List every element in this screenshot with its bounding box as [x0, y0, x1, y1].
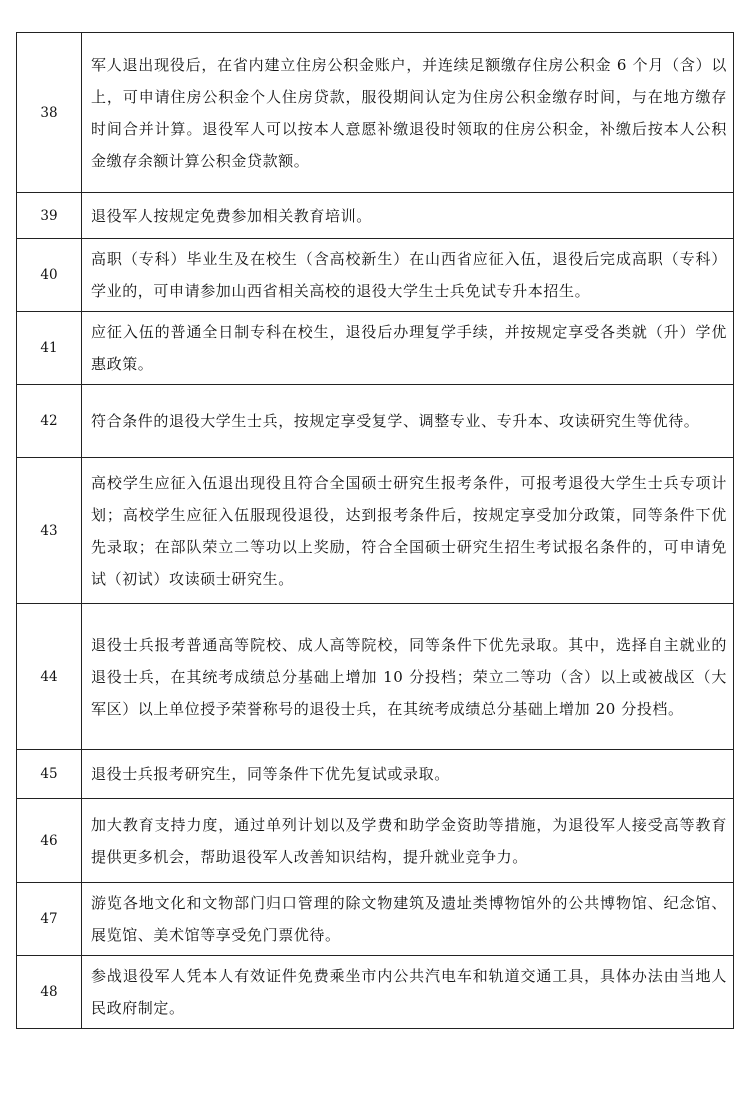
- row-number: 44: [17, 604, 82, 750]
- table-row: [17, 799, 734, 883]
- row-text: 军人退出现役后，在省内建立住房公积金账户，并连续足额缴存住房公积金 6 个月（含）以上，可申请住房公积金个人住房贷款，服役期间认定为住房公积金缴存时间，与在地方缴存时间合并计算。退役军人可以按本人意愿补缴退役时领取的住房公积金，补缴后按本人公积金缴存余额计算公积金贷款额。: [82, 33, 734, 193]
- row-text: 应征入伍的普通全日制专科在校生，退役后办理复学手续，并按规定享受各类就（升）学优惠政策。: [82, 312, 734, 385]
- row-text: 高职（专科）毕业生及在校生（含高校新生）在山西省应征入伍，退役后完成高职（专科）学业的，可申请参加山西省相关高校的退役大学生士兵免试专升本招生。: [82, 239, 734, 312]
- table-row: [17, 750, 734, 799]
- table-row: [17, 239, 734, 312]
- row-number: 45: [17, 750, 82, 799]
- row-text: 退役士兵报考研究生，同等条件下优先复试或录取。: [82, 750, 734, 799]
- table-row: [17, 883, 734, 956]
- row-number: 48: [17, 956, 82, 1029]
- row-number: 41: [17, 312, 82, 385]
- row-text: 符合条件的退役大学生士兵，按规定享受复学、调整专业、专升本、攻读研究生等优待。: [82, 385, 734, 458]
- policy-table: [16, 32, 734, 1029]
- table-row: [17, 385, 734, 458]
- table-row: [17, 458, 734, 604]
- table-row: [17, 193, 734, 239]
- row-number: 46: [17, 799, 82, 883]
- row-text: 高校学生应征入伍退出现役且符合全国硕士研究生报考条件，可报考退役大学生士兵专项计划；高校学生应征入伍服现役退役，达到报考条件后，按规定享受加分政策，同等条件下优先录取；在部队荣立二等功以上奖励，符合全国硕士研究生招生考试报名条件的，可申请免试（初试）攻读硕士研究生。: [82, 458, 734, 604]
- row-text: 游览各地文化和文物部门归口管理的除文物建筑及遗址类博物馆外的公共博物馆、纪念馆、展览馆、美术馆等享受免门票优待。: [82, 883, 734, 956]
- row-number: 43: [17, 458, 82, 604]
- table-row: [17, 33, 734, 193]
- row-text: 加大教育支持力度，通过单列计划以及学费和助学金资助等措施，为退役军人接受高等教育提供更多机会，帮助退役军人改善知识结构，提升就业竞争力。: [82, 799, 734, 883]
- row-number: 42: [17, 385, 82, 458]
- row-number: 38: [17, 33, 82, 193]
- row-number: 40: [17, 239, 82, 312]
- row-text: 退役士兵报考普通高等院校、成人高等院校，同等条件下优先录取。其中，选择自主就业的退役士兵，在其统考成绩总分基础上增加 10 分投档；荣立二等功（含）以上或被战区（大军区）以上单位授予荣誉称号的退役士兵，在其统考成绩总分基础上增加 20 分投档。: [82, 604, 734, 750]
- row-text: 参战退役军人凭本人有效证件免费乘坐市内公共汽电车和轨道交通工具，具体办法由当地人民政府制定。: [82, 956, 734, 1029]
- table-row: [17, 956, 734, 1029]
- row-number: 39: [17, 193, 82, 239]
- table-row: [17, 604, 734, 750]
- row-text: 退役军人按规定免费参加相关教育培训。: [82, 193, 734, 239]
- table-row: [17, 312, 734, 385]
- row-number: 47: [17, 883, 82, 956]
